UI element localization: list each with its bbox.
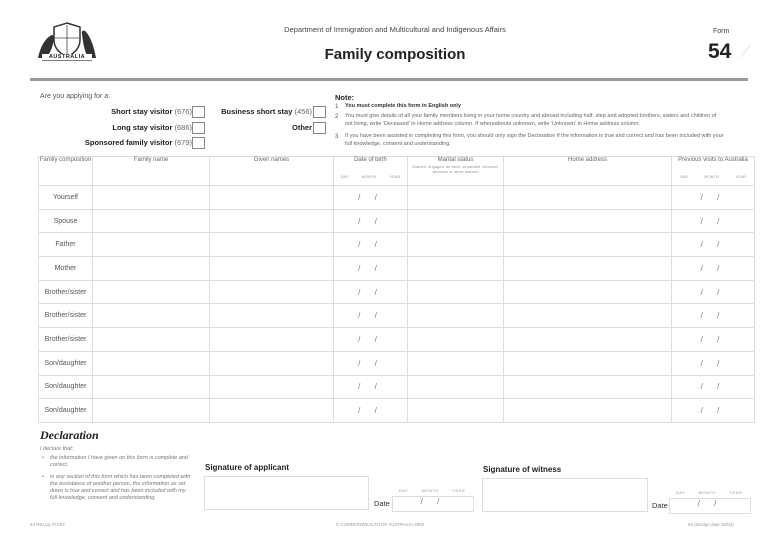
marital-cell[interactable] — [408, 186, 504, 210]
dob-month-label: MONTH — [361, 174, 377, 179]
marital-cell[interactable] — [408, 257, 504, 281]
page-title: Family composition — [324, 46, 466, 63]
applicant-signature-box[interactable] — [204, 476, 369, 510]
visits-cell[interactable]: / / — [672, 233, 755, 257]
footer-design-date: 54 (Design date 02/02) — [688, 522, 734, 527]
note-2-text: You must give details of all your family members living in your home country and abroad including half, step and adopted brothers, sisters and children of not living, write 'Deceased' in Home address column. If whereabouts unknown, write 'Unknown' in Home address column. — [345, 113, 717, 127]
table-row — [39, 375, 755, 399]
visits-cell[interactable]: / / — [672, 304, 755, 328]
given-names-cell[interactable] — [210, 233, 334, 257]
header-home-address: Home address — [504, 157, 672, 186]
witness-date-sublabels: DAY MONTH YEAR — [675, 490, 743, 495]
note-1-text: You must complete this form in English only — [345, 103, 462, 109]
dob-cell[interactable]: / / — [334, 186, 408, 210]
row-label: Mother — [39, 257, 93, 281]
visa-type-question: Are you applying for a: — [40, 93, 111, 100]
table-row — [39, 304, 755, 328]
marital-cell[interactable] — [408, 304, 504, 328]
family-name-cell[interactable] — [93, 399, 210, 423]
applicant-date-sublabels: DAY MONTH YEAR — [398, 488, 466, 493]
marital-cell[interactable] — [408, 209, 504, 233]
home-address-cell[interactable] — [504, 328, 672, 352]
family-name-cell[interactable] — [93, 186, 210, 210]
marital-cell[interactable] — [408, 328, 504, 352]
given-names-cell[interactable] — [210, 304, 334, 328]
checkbox-business-short-stay[interactable] — [313, 106, 326, 118]
header-composition: Family composition — [39, 157, 93, 186]
family-name-cell[interactable] — [93, 257, 210, 281]
department-name: Department of Immigration and Multicultural and Indigenous Affairs — [284, 25, 506, 34]
header-marital — [408, 157, 504, 186]
home-address-cell[interactable] — [504, 209, 672, 233]
applicant-date-label: Date — [374, 499, 390, 508]
option-label-long-stay: Long stay visitor (686) — [112, 123, 192, 132]
table-row — [39, 186, 755, 210]
visits-cell[interactable]: / / — [672, 399, 755, 423]
applicant-date-field[interactable]: / / — [392, 496, 474, 512]
marital-cell[interactable] — [408, 280, 504, 304]
declaration-bullet: • in any section of this form which has been completed with the assistance of another person, the information as set down is true and correct and has been included with my full knowledge, consent and understanding. — [42, 474, 192, 502]
given-names-cell[interactable] — [210, 328, 334, 352]
dob-cell[interactable]: / / — [334, 233, 408, 257]
header-visits-label: Previous visits to Australia — [678, 157, 748, 163]
witness-date-label: Date — [652, 501, 668, 510]
header-given-names: Given names — [210, 157, 334, 186]
header-previous-visits — [672, 157, 755, 186]
home-address-cell[interactable] — [504, 351, 672, 375]
footer-copyright: © COMMONWEALTH OF AUSTRALIA 2002 — [335, 522, 425, 527]
dob-cell[interactable]: / / — [334, 399, 408, 423]
given-names-cell[interactable] — [210, 186, 334, 210]
given-names-cell[interactable] — [210, 280, 334, 304]
given-names-cell[interactable] — [210, 257, 334, 281]
home-address-cell[interactable] — [504, 257, 672, 281]
row-label: Son/daughter — [39, 375, 93, 399]
witness-date-field[interactable]: / / — [669, 498, 751, 514]
footer-form-code: 54 REL(a) P/1/02 — [30, 522, 65, 527]
checkbox-other[interactable] — [313, 122, 326, 134]
home-address-cell[interactable] — [504, 399, 672, 423]
header-marital-sub: Married, engaged, de facto, separated, divorced, widowed or never married — [412, 164, 499, 174]
visit-year-label: YEAR — [735, 174, 746, 179]
declaration-bullet: • the information I have given on this form is complete and correct. — [42, 455, 192, 469]
visits-cell[interactable]: / / — [672, 328, 755, 352]
note-3-number: 3 — [335, 134, 339, 140]
dob-cell[interactable]: / / — [334, 351, 408, 375]
visits-cell[interactable]: / / — [672, 257, 755, 281]
dob-cell[interactable]: / / — [334, 328, 408, 352]
family-name-cell[interactable] — [93, 375, 210, 399]
family-name-cell[interactable] — [93, 304, 210, 328]
home-address-cell[interactable] — [504, 280, 672, 304]
marital-cell[interactable] — [408, 375, 504, 399]
given-names-cell[interactable] — [210, 375, 334, 399]
crest-country-label: AUSTRALIA — [42, 54, 92, 60]
option-label-sponsored-family: Sponsored family visitor (679) — [84, 138, 192, 147]
applicant-signature-label: Signature of applicant — [205, 463, 290, 472]
given-names-cell[interactable] — [210, 351, 334, 375]
marital-cell[interactable] — [408, 351, 504, 375]
home-address-cell[interactable] — [504, 375, 672, 399]
marital-cell[interactable] — [408, 399, 504, 423]
home-address-cell[interactable] — [504, 304, 672, 328]
home-address-cell[interactable] — [504, 233, 672, 257]
row-label: Brother/sister — [39, 304, 93, 328]
row-label: Father — [39, 233, 93, 257]
dob-cell[interactable]: / / — [334, 209, 408, 233]
note-1-number: 1 — [335, 104, 339, 110]
header-family-name: Family name — [93, 157, 210, 186]
dob-cell[interactable]: / / — [334, 304, 408, 328]
visits-cell[interactable]: / / — [672, 351, 755, 375]
family-name-cell[interactable] — [93, 280, 210, 304]
visits-cell[interactable]: / / — [672, 280, 755, 304]
family-name-cell[interactable] — [93, 233, 210, 257]
visits-cell[interactable]: / / — [672, 186, 755, 210]
table-row — [39, 328, 755, 352]
coat-of-arms-logo — [34, 20, 100, 68]
visit-month-label: MONTH — [704, 174, 719, 179]
note-heading: Note: — [335, 93, 355, 102]
visits-cell[interactable]: / / — [672, 375, 755, 399]
form-number: 54 — [708, 40, 732, 63]
witness-signature-label: Signature of witness — [483, 465, 562, 474]
table-row — [39, 233, 755, 257]
dob-year-label: YEAR — [389, 174, 401, 179]
given-names-cell[interactable] — [210, 399, 334, 423]
checkbox-short-stay[interactable] — [192, 106, 205, 118]
visits-cell[interactable]: / / — [672, 209, 755, 233]
option-label-other: Other — [291, 123, 312, 132]
row-label: Spouse — [39, 209, 93, 233]
table-row — [39, 351, 755, 375]
dob-cell[interactable]: / / — [334, 280, 408, 304]
family-name-cell[interactable] — [93, 209, 210, 233]
option-label-business-short-stay: Business short stay (456) — [221, 107, 312, 116]
dob-day-label: DAY — [340, 174, 349, 179]
note-3-text: If you have been assisted in completing this form, you should only sign the Declaration if the information is true and correct and has been included with your full knowledge, consent and understanding. — [345, 133, 724, 147]
checkbox-sponsored-family[interactable] — [192, 137, 205, 149]
header-marital-label: Marital status — [437, 157, 474, 163]
option-label-short-stay: Short stay visitor (676) — [111, 107, 192, 116]
header-dob-label: Date of birth — [354, 157, 387, 163]
visit-day-label: DAY — [680, 174, 689, 179]
marital-cell[interactable] — [408, 233, 504, 257]
table-row — [39, 399, 755, 423]
dob-cell[interactable]: / / — [334, 257, 408, 281]
row-label: Yourself — [39, 186, 93, 210]
family-name-cell[interactable] — [93, 351, 210, 375]
home-address-cell[interactable] — [504, 186, 672, 210]
witness-signature-box[interactable] — [482, 478, 648, 512]
table-header-row — [39, 157, 755, 186]
table-row — [39, 209, 755, 233]
header-divider — [30, 78, 748, 81]
kangaroo-watermark-icon: ⟋ — [740, 44, 752, 61]
table-row — [39, 257, 755, 281]
row-label: Son/daughter — [39, 399, 93, 423]
row-label: Brother/sister — [39, 328, 93, 352]
checkbox-long-stay[interactable] — [192, 122, 205, 134]
given-names-cell[interactable] — [210, 209, 334, 233]
declaration-heading: Declaration — [40, 428, 99, 442]
row-label: Son/daughter — [39, 351, 93, 375]
declaration-intro: I declare that: — [40, 446, 74, 452]
family-composition-table — [38, 156, 755, 423]
dob-cell[interactable]: / / — [334, 375, 408, 399]
table-row — [39, 280, 755, 304]
family-name-cell[interactable] — [93, 328, 210, 352]
note-2-number: 2 — [335, 114, 339, 120]
form-label: Form — [713, 28, 730, 35]
row-label: Brother/sister — [39, 280, 93, 304]
header-dob — [334, 157, 408, 186]
